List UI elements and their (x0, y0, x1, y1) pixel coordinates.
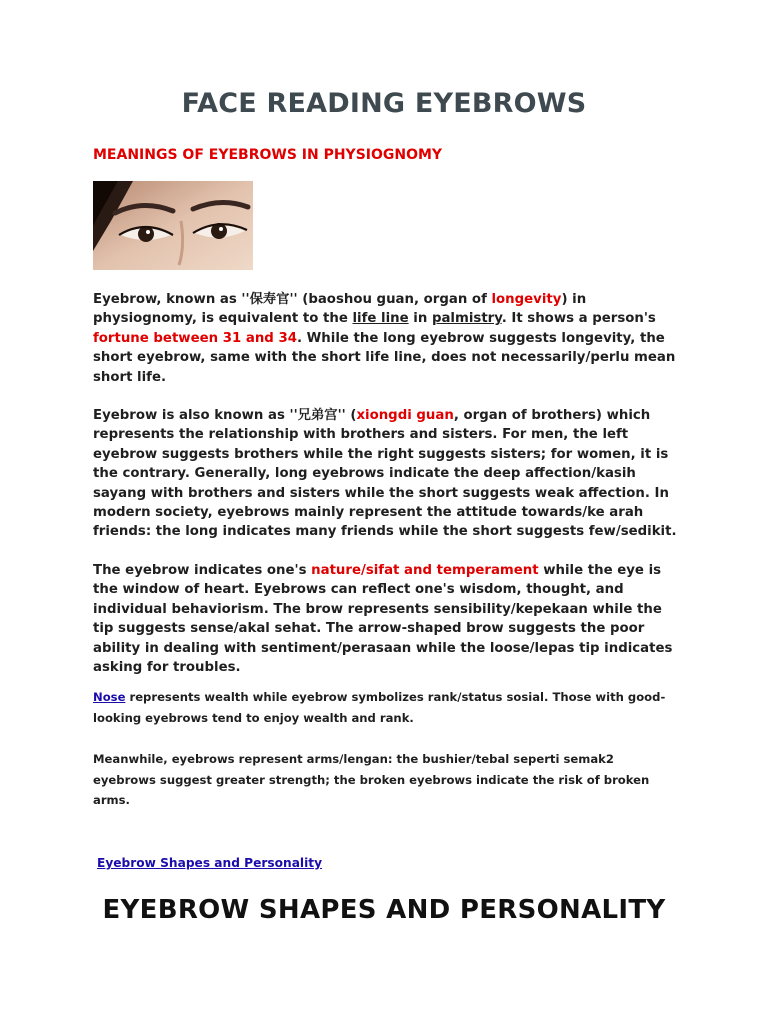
highlight-longevity: longevity (491, 292, 562, 307)
paragraph-5: Meanwhile, eyebrows represent arms/lengan: the bushier/tebal seperti semak2 eyebrows suggest greater strength; the broken eyebrows indicate the risk of broken arms. (93, 752, 650, 808)
page-title: FACE READING EYEBROWS (181, 88, 587, 119)
section-subtitle: MEANINGS OF EYEBROWS IN PHYSIOGNOMY (93, 147, 443, 163)
section-heading: EYEBROW SHAPES AND PERSONALITY (102, 895, 666, 925)
highlight-xiongdi: xiongdi guan (356, 408, 454, 423)
highlight-nature: nature/sifat and temperament (311, 563, 539, 578)
life-line-link[interactable]: life line (352, 311, 409, 327)
paragraph-4: Nose represents wealth while eyebrow symbolizes rank/status sosial. Those with good-looking eyebrows tend to enjoy wealth and rank. (93, 690, 666, 725)
eyes-photo (93, 181, 253, 270)
paragraph-3: The eyebrow indicates one's nature/sifat and temperament while the eye is the window of heart. Eyebrows can reflect one's wisdom, thought, and individual behaviorism. The brow represents sensibility/kepekaan while the tip suggests sense/akal sehat. The arrow-shaped brow suggests the poor ability in dealing with sentiment/perasaan while the loose/lepas tip indicates asking for troubles. (93, 563, 673, 676)
eyebrow-shapes-link[interactable]: Eyebrow Shapes and Personality (97, 856, 323, 870)
paragraph-1: Eyebrow, known as ''保寿官'' (baoshou guan, organ of longevity) in physiognomy, is equivalent to the life line in palmistry. It shows a person's fortune between 31 and 34. While the long eyebrow suggests longevity, the short eyebrow, same with the short life line, does not necessarily/perlu mean short life. (93, 292, 676, 385)
highlight-fortune: fortune between 31 and 34 (93, 330, 297, 346)
paragraph-2: Eyebrow is also known as ''兄弟宫'' (xiongdi guan, organ of brothers) which represents the relationship with brothers and sisters. For men, the left eyebrow suggests brothers while the right suggests sisters; for women, it is the contrary. Generally, long eyebrows indicate the deep affection/kasih sayang with brothers and sisters while the short suggests weak affection. In modern society, eyebrows mainly represent the attitude towards/ke arah friends: the long indicates many friends while the short suggests few/sedikit. (93, 408, 677, 540)
nose-link[interactable]: Nose (93, 690, 126, 704)
palmistry-link[interactable]: palmistry (431, 311, 502, 327)
